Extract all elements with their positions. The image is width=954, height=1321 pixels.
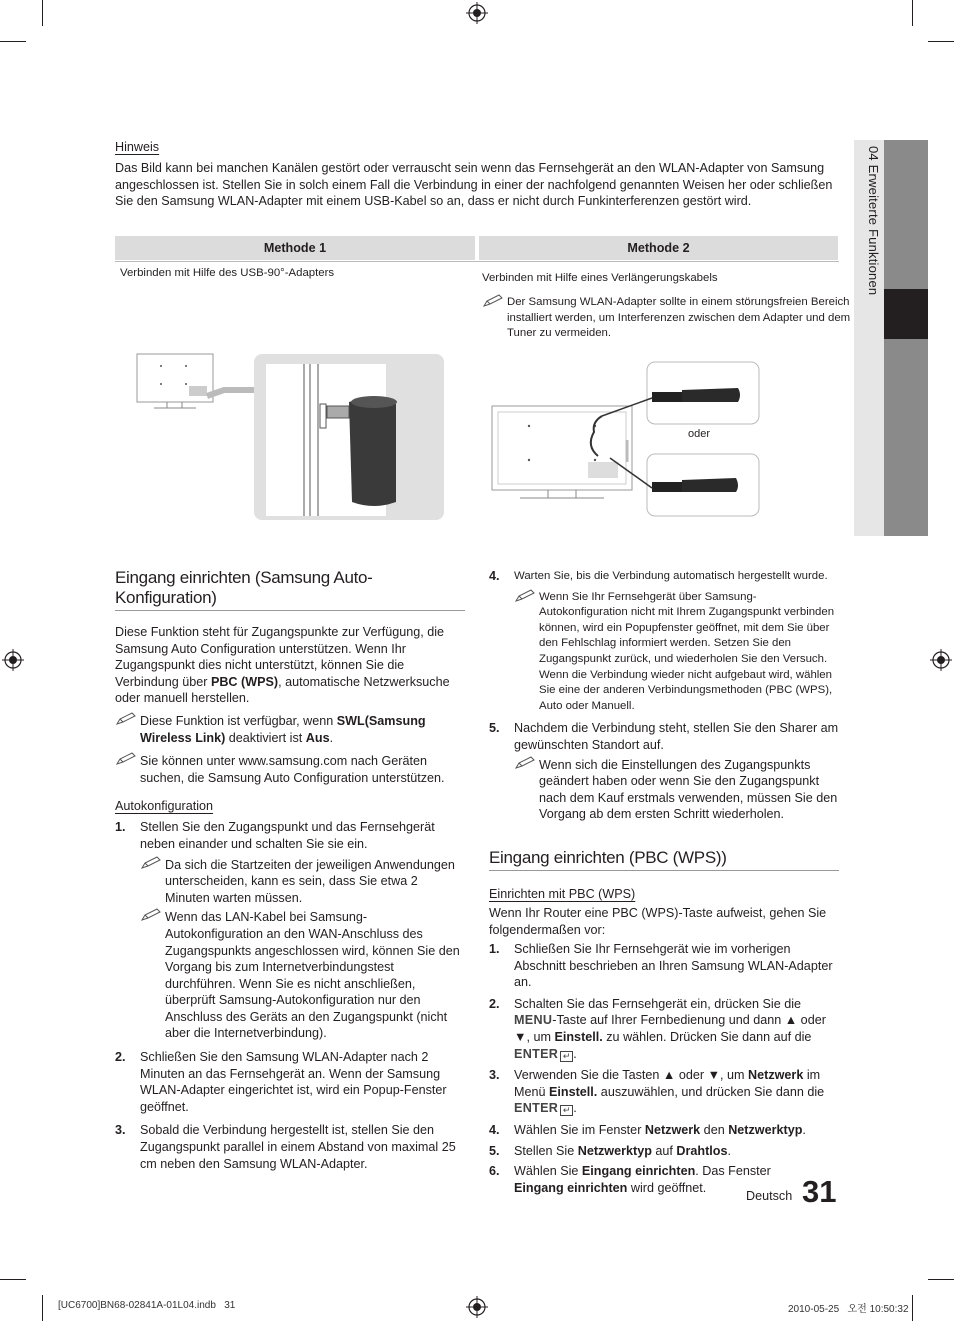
auto-step-4-note xyxy=(514,590,839,715)
subheading-autokonfiguration: Autokonfiguration xyxy=(115,799,214,814)
auto-step-3 xyxy=(115,1122,465,1172)
registration-mark-icon xyxy=(930,649,952,671)
step-number: 4. xyxy=(489,569,500,583)
crop-mark xyxy=(42,0,43,26)
step-number: 5. xyxy=(489,721,500,736)
text-run: Da sich die Startzeiten der jeweiligen Anwendungen unterscheiden, kann es sein, dass Sie etwa 2 Minuten warten müssen. xyxy=(165,857,455,905)
text-run: Netzwerktyp xyxy=(577,1143,652,1158)
method2-header: Methode 2 xyxy=(479,236,838,260)
step-number: 5. xyxy=(489,1143,500,1158)
oder-label: oder xyxy=(688,428,711,440)
text-run: im Menü xyxy=(514,1068,821,1099)
enter-key-label: ENTER xyxy=(514,1046,559,1061)
auto-step-4 xyxy=(489,569,839,714)
text-run: wird geöffnet. xyxy=(627,1180,707,1195)
text-run: Schalten Sie das Fernsehgerät ein, drücken Sie die xyxy=(514,996,802,1011)
auto-intro xyxy=(115,624,465,707)
table-rule xyxy=(115,261,839,262)
note-pencil-icon xyxy=(115,712,137,726)
page-number: 31 xyxy=(802,1174,837,1209)
crop-mark xyxy=(912,1295,913,1321)
note-pencil-icon xyxy=(514,756,536,770)
pbc-step-2 xyxy=(489,996,839,1062)
text-run: Netzwerk xyxy=(748,1068,804,1083)
step-number: 2. xyxy=(489,996,500,1011)
text-run: Eingang einrichten xyxy=(581,1164,696,1179)
text-run: Einstell. xyxy=(554,1030,603,1045)
enter-icon: ↵ xyxy=(560,1105,573,1116)
heading-auto-config: Eingang einrichten (Samsung Auto-Konfiguration) xyxy=(115,568,465,611)
side-tab-marker xyxy=(884,289,928,339)
text-run: Diese Funktion ist verfügbar, wenn xyxy=(140,713,337,728)
enter-icon: ↵ xyxy=(560,1051,573,1062)
text-run: -Taste auf Ihrer Fernbedienung und dann ▲ oder ▼, um xyxy=(514,1013,826,1045)
note-pencil-icon xyxy=(115,752,137,766)
text-run: . xyxy=(802,1123,806,1138)
method2-note-text: Der Samsung WLAN-Adapter sollte in einem störungsfreien Bereich installiert werden, um Interferenzen zwischen dem Adapter und dem Tuner zu vermeiden. xyxy=(507,296,851,340)
note-pencil-icon xyxy=(140,908,162,922)
menu-key-label: MENU xyxy=(514,1013,553,1028)
text-run: Stellen Sie den Zugangspunkt und das Fernsehgerät neben einander und schalten Sie sie ein. xyxy=(140,820,435,851)
text-run: Wenn sich die Einstellungen des Zugangspunkts geändert haben oder wenn Sie den Zugangspunkt nach dem Kauf erstmals verwenden, müssen Sie den Vorgang ab dem ersten Schritt wiederholen. xyxy=(539,757,838,822)
step-number: 1. xyxy=(115,820,126,835)
text-run: Wenn das LAN-Kabel bei Samsung-Autokonfiguration an den WAN-Anschluss des Zugangspunkts angeschlossen wird, können Sie den Vorgang bis zum Internetverbindungstest durchführen. Wenn Sie es nicht anschließen, überprüft Samsung-Autokonfiguration nur den Anschluss des Geräts an den Zugangspunkt (nicht aber die Internetverbindung). xyxy=(165,910,460,1041)
text-run: auszuwählen, und drücken Sie dann die xyxy=(597,1084,825,1099)
note-pencil-icon xyxy=(514,589,536,603)
text-run: Drahtlos xyxy=(676,1143,728,1158)
usb-adapter-illustration xyxy=(134,352,446,522)
crop-mark xyxy=(928,41,954,42)
registration-mark-icon xyxy=(466,1296,488,1318)
text-run: Verwenden Sie die Tasten ▲ oder ▼, um xyxy=(514,1068,749,1083)
step-number: 1. xyxy=(489,942,500,957)
text-run: . xyxy=(573,1101,577,1116)
heading-pbc-wps: Eingang einrichten (PBC (WPS)) xyxy=(489,848,839,871)
text-run: auf xyxy=(651,1143,677,1158)
text-run: . Das Fenster xyxy=(695,1164,771,1179)
text-run: . xyxy=(573,1046,577,1061)
footer-language: Deutsch xyxy=(746,1189,793,1203)
text-run: Diese Funktion steht für Zugangspunkte zur Verfügung, die Samsung Auto Configuration unterstützen. Wenn Ihr Zugangspunkt dies nicht unterstützt, können Sie die Verbindung über xyxy=(115,625,445,689)
note-pencil-icon xyxy=(140,856,162,870)
crop-mark xyxy=(0,1279,26,1280)
text-run: Schließen Sie den Samsung WLAN-Adapter nach 2 Minuten an das Fernsehgerät an. Wenn der Samsung WLAN-Adapter eingerichtet ist, wird ein Popup-Fenster geöffnet. xyxy=(140,1050,447,1114)
auto-step-5-note xyxy=(514,757,839,823)
text-run: Einstell. xyxy=(549,1084,598,1099)
auto-step-1-note-1 xyxy=(140,857,465,907)
step-number: 6. xyxy=(489,1164,500,1179)
text-run: den xyxy=(700,1123,729,1138)
auto-note-2 xyxy=(115,753,465,786)
text-run: . xyxy=(329,730,334,745)
extension-cable-illustration xyxy=(490,360,762,520)
pbc-step-3 xyxy=(489,1067,839,1117)
subheading-pbc: Einrichten mit PBC (WPS) xyxy=(489,886,636,901)
auto-step-5 xyxy=(489,720,839,823)
step-number: 2. xyxy=(115,1050,126,1065)
text-run: Nachdem die Verbindung steht, stellen Sie den Sharer am gewünschten Standort auf. xyxy=(514,721,839,752)
auto-step-1 xyxy=(115,819,465,1042)
text-run: Warten Sie, bis die Verbindung automatisch hergestellt wurde. xyxy=(514,570,828,582)
registration-mark-icon xyxy=(2,649,24,671)
text-run: Wenn Sie Ihr Fernsehgerät über Samsung-Autokonfiguration nicht mit Ihrem Zugangspunkt verbinden können, wird ein Popupfenster geöffnet, mit dem Sie über den Fehlschlag informiert werden. Setzen Sie den Zugangspunkt zurück, und wiederholen Sie den Versuch. Wenn die Verbindung wieder nicht aufgebaut wird, wählen Sie eine der anderen Verbindungsmethoden (PBC (WPS), Auto oder Manuell. xyxy=(539,590,835,712)
text-run: Sie können unter www.samsung.com nach Geräten suchen, die Samsung Auto Configuration unterstützen. xyxy=(140,754,445,785)
crop-mark xyxy=(42,1295,43,1321)
registration-mark-icon xyxy=(466,2,488,24)
text-run: Schließen Sie Ihr Fernsehgerät wie im vorherigen Abschnitt beschrieben an Ihren Samsung WLAN-Adapter an. xyxy=(514,942,833,990)
pbc-step-4 xyxy=(489,1122,839,1139)
text-run: Sobald die Verbindung hergestellt ist, stellen Sie den Zugangspunkt parallel in einem Abstand von maximal 25 cm neben den Samsung WLAN-Adapter. xyxy=(140,1123,456,1171)
text-run: deaktiviert ist xyxy=(225,730,306,745)
step-number: 3. xyxy=(115,1123,126,1138)
crop-mark xyxy=(0,41,26,42)
pbc-step-1 xyxy=(489,941,839,991)
crop-mark xyxy=(912,0,913,26)
hinweis-title: Hinweis xyxy=(115,140,160,154)
auto-step-1-note-2 xyxy=(140,909,465,1042)
text-run: zu wählen. Drücken Sie dann auf die xyxy=(602,1030,812,1045)
text-run: . xyxy=(727,1143,732,1158)
enter-key-label: ENTER xyxy=(514,1101,559,1116)
footer-timestamp: 2010-05-25 오전 10:50:32 xyxy=(788,1304,909,1315)
method2-note xyxy=(482,295,859,342)
text-run: Stellen Sie xyxy=(514,1143,578,1158)
text-run: Aus xyxy=(305,730,330,745)
text-run: Netzwerktyp xyxy=(728,1123,803,1138)
auto-step-2 xyxy=(115,1049,465,1115)
method2-text: Verbinden mit Hilfe eines Verlängerungskabels xyxy=(482,272,718,284)
text-run: PBC (WPS) xyxy=(210,674,279,689)
text-run: Wählen Sie im Fenster xyxy=(514,1123,645,1138)
method1-text: Verbinden mit Hilfe des USB-90°-Adapters xyxy=(120,267,335,279)
text-run: Eingang einrichten xyxy=(514,1180,628,1195)
pbc-intro: Wenn Ihr Router eine PBC (WPS)-Taste aufweist, gehen Sie folgendermaßen vor: xyxy=(489,905,827,937)
note-pencil-icon xyxy=(482,294,504,308)
crop-mark xyxy=(928,1279,954,1280)
step-number: 3. xyxy=(489,1068,500,1083)
text-run: Netzwerk xyxy=(644,1123,701,1138)
text-run: Wählen Sie xyxy=(514,1164,582,1179)
text-run: , automatische Netzwerksuche oder manuell herstellen. xyxy=(115,674,450,706)
step-number: 4. xyxy=(489,1123,500,1138)
footer-file-name: [UC6700]BN68-02841A-01L04.indb 31 xyxy=(58,1300,236,1311)
side-tab-label: 04 Erweiterte Funktionen xyxy=(866,146,881,296)
method1-header: Methode 1 xyxy=(115,236,475,260)
pbc-step-5 xyxy=(489,1143,839,1160)
hinweis-text: Das Bild kann bei manchen Kanälen gestört oder verrauscht sein wenn das Fernsehgerät an den WLAN-Adapter von Samsung angeschlossen ist. Stellen Sie in solch einem Fall die Verbindung in einer der nachfolgend genannten Weisen her oder schließen Sie den Samsung WLAN-Adapter mit einem USB-Kabel so an, dass er nicht durch Funkinterferenzen gestört wird. xyxy=(115,161,833,209)
text-run: SWL(Samsung Wireless Link) xyxy=(140,713,426,745)
auto-note-1 xyxy=(115,713,465,746)
